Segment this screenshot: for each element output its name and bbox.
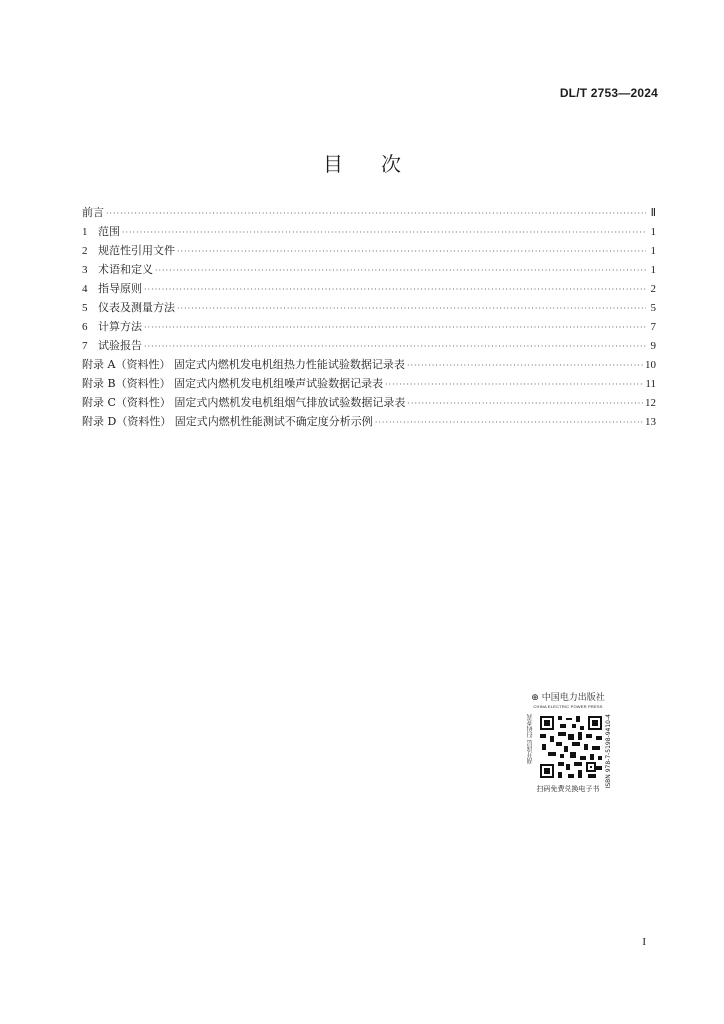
- toc-entry-page: 7: [650, 321, 656, 333]
- dot-leader: [106, 209, 646, 218]
- qr-side-text-left: 刮开涂层 扫码查真: [527, 714, 534, 764]
- toc-entry-page: 11: [645, 378, 656, 390]
- toc-entry-number: 2: [82, 245, 88, 257]
- toc-entry-label: 前言: [82, 206, 104, 219]
- toc-entry-page: 1: [650, 245, 656, 257]
- toc-entry[interactable]: [82, 261, 656, 280]
- toc-entry[interactable]: [82, 223, 656, 242]
- dot-leader: [122, 228, 646, 237]
- document-code: DL/T 2753—2024: [559, 86, 658, 100]
- toc-entry-label: 规范性引用文件: [98, 244, 175, 257]
- dot-leader: [155, 266, 646, 275]
- dot-leader: [407, 361, 643, 370]
- toc-entry-page: 12: [645, 397, 656, 409]
- toc-title-right: 次: [381, 152, 401, 176]
- qr-caption: 扫码免费兑换电子书: [536, 785, 600, 793]
- dot-leader: [375, 418, 643, 427]
- qr-ebook-block: [520, 690, 616, 794]
- toc-entry[interactable]: [82, 356, 656, 375]
- toc-entry[interactable]: [82, 413, 656, 432]
- toc-entry-page: 2: [650, 283, 656, 295]
- toc-entry[interactable]: [82, 394, 656, 413]
- dot-leader: [144, 323, 646, 332]
- toc-entry-number: 4: [82, 283, 88, 295]
- toc-entry[interactable]: [82, 299, 656, 318]
- toc-entry-page: 10: [645, 359, 656, 371]
- toc-entry-number: 7: [82, 340, 88, 352]
- toc-entry-page: Ⅱ: [650, 207, 656, 219]
- dot-leader: [177, 304, 646, 313]
- toc-entry[interactable]: [82, 280, 656, 299]
- toc-entry-label: 仪表及测量方法: [98, 301, 175, 314]
- publisher-logo: [520, 690, 616, 703]
- table-of-contents: [82, 204, 656, 432]
- toc-entry-label: 附录 A（资料性） 固定式内燃机发电机组热力性能试验数据记录表: [82, 358, 405, 371]
- dot-leader: [407, 399, 643, 408]
- toc-entry-label: 计算方法: [98, 320, 142, 333]
- toc-title-left: 目: [323, 152, 343, 176]
- toc-entry-page: 13: [645, 416, 656, 428]
- dot-leader: [385, 380, 643, 389]
- toc-title: [0, 148, 724, 177]
- toc-entry-label: 范围: [98, 225, 120, 238]
- toc-entry-number: 3: [82, 264, 88, 276]
- toc-entry[interactable]: [82, 242, 656, 261]
- publisher-mark-icon: ⊕: [531, 693, 539, 703]
- toc-entry[interactable]: [82, 375, 656, 394]
- toc-entry-page: 5: [650, 302, 656, 314]
- toc-entry-label: 术语和定义: [98, 263, 153, 276]
- toc-entry-page: 1: [650, 264, 656, 276]
- toc-entry[interactable]: [82, 337, 656, 356]
- toc-entry-label: 指导原则: [98, 282, 142, 295]
- qr-code-icon[interactable]: [538, 714, 604, 780]
- toc-entry-number: 6: [82, 321, 88, 333]
- toc-entry-page: 9: [650, 340, 656, 352]
- page-number: I: [642, 936, 646, 948]
- toc-entry-label: 试验报告: [98, 339, 142, 352]
- toc-entry[interactable]: [82, 204, 656, 223]
- toc-entry-label: 附录 B（资料性） 固定式内燃机发电机组噪声试验数据记录表: [82, 377, 384, 390]
- publisher-name-en: CHINA ELECTRIC POWER PRESS: [533, 704, 603, 709]
- toc-entry-label: 附录 D（资料性） 固定式内燃机性能测试不确定度分析示例: [82, 415, 373, 428]
- qr-side-text-right: ISBN 978-7-5198-9410-4: [605, 714, 612, 789]
- toc-entry-label: 附录 C（资料性） 固定式内燃机发电机组烟气排放试验数据记录表: [82, 396, 406, 409]
- toc-entry[interactable]: [82, 318, 656, 337]
- dot-leader: [144, 285, 646, 294]
- publisher-name: 中国电力出版社: [541, 693, 605, 703]
- toc-entry-page: 1: [650, 226, 656, 238]
- dot-leader: [144, 342, 646, 351]
- toc-entry-number: 5: [82, 302, 88, 314]
- dot-leader: [177, 247, 646, 256]
- toc-entry-number: 1: [82, 226, 88, 238]
